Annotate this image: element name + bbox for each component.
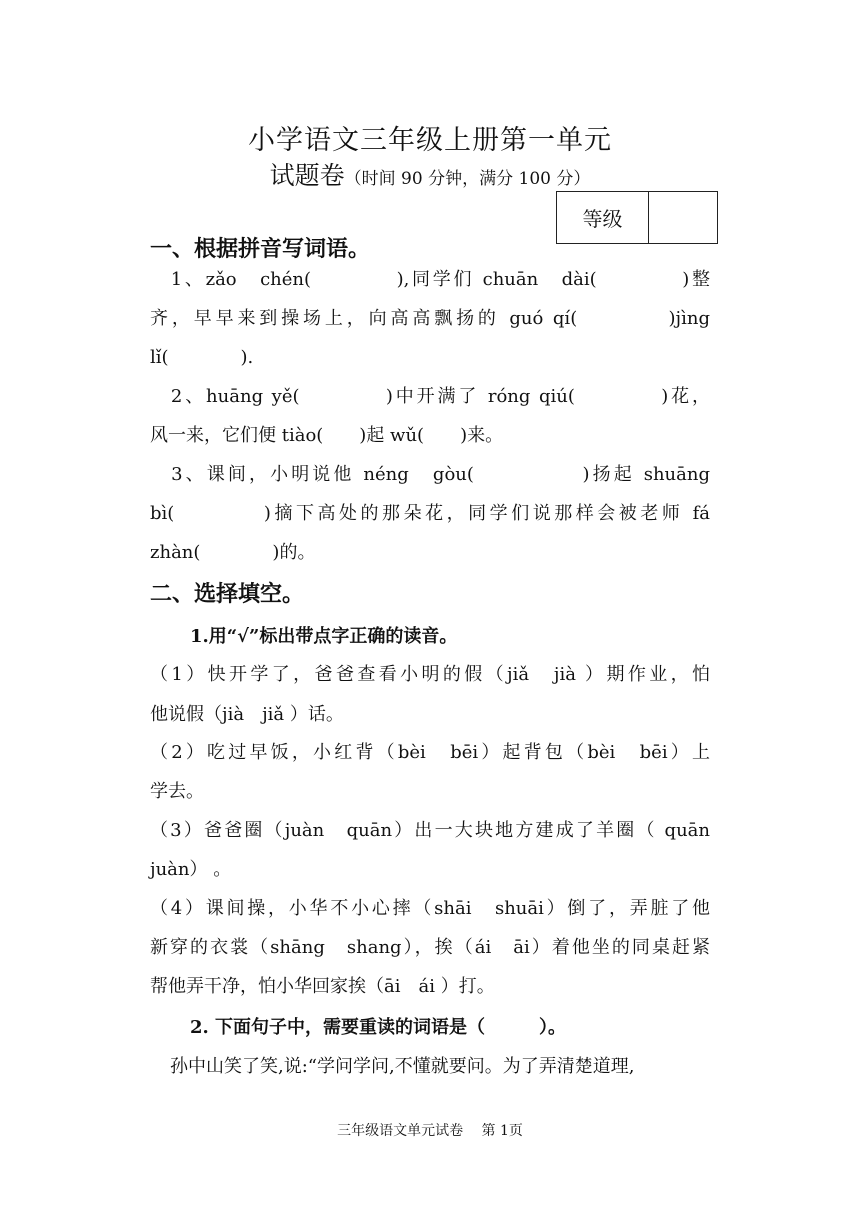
- section1-heading: 一、根据拼音写词语。: [150, 237, 371, 262]
- section1-line: 2、huāng yě( )中开满了 róng qiú( )花，: [150, 386, 710, 407]
- grade-box: [556, 191, 718, 244]
- question1-line: 学去。: [150, 781, 204, 802]
- section1-line: lǐ( ).: [150, 347, 254, 368]
- question1-line: juàn） 。: [150, 859, 232, 880]
- question2-line: 孙中山笑了笑,说:“学问学问,不懂就要问。为了弄清楚道理,: [170, 1056, 635, 1077]
- exam-time-score: （时间 90 分钟，满分 100 分）: [344, 169, 591, 189]
- exam-subtitle-main: 试题卷: [269, 161, 345, 190]
- section1-line: 风一来，它们便 tiào( )起 wǔ( )来。: [150, 425, 504, 446]
- exam-subtitle: [0, 156, 860, 192]
- grade-label: 等级: [557, 192, 649, 243]
- question1-line: 他说假（jià jiǎ ）话。: [150, 704, 344, 725]
- grade-value-cell[interactable]: [649, 192, 717, 243]
- question1-line: 帮他弄干净，怕小华回家挨（āi ái ）打。: [150, 976, 495, 997]
- question1-line: （2）吃过早饭，小红背（bèi bēi）起背包（bèi bēi）上: [150, 742, 710, 763]
- question1-line: （1）快开学了，爸爸查看小明的假（jiǎ jià ）期作业，怕: [150, 664, 710, 685]
- section1-line: 1、zǎo chén( ),同学们 chuān dài( )整: [150, 269, 710, 290]
- question1-line: （4）课间操，小华不小心摔（shāi shuāi）倒了，弄脏了他: [150, 898, 710, 919]
- section2-heading: 二、选择填空。: [150, 582, 305, 607]
- question1-title: 1.用“√”标出带点字正确的读音。: [190, 626, 458, 647]
- page-footer: 三年级语文单元试卷 第 1页: [337, 1123, 523, 1139]
- exam-title: 小学语文三年级上册第一单元: [248, 125, 612, 156]
- question2-title: 2. 下面句子中，需要重读的词语是（ ）。: [190, 1017, 567, 1038]
- section1-line: 齐，早早来到操场上，向高高飘扬的 guó qí( )jìng: [150, 308, 710, 329]
- section1-line: zhàn( )的。: [150, 542, 316, 563]
- section1-line: 3、课间，小明说他 néng gòu( )扬起 shuāng: [150, 464, 710, 485]
- question1-line: 新穿的衣裳（shāng shang），挨（ái āi）着他坐的同桌赶紧: [150, 937, 710, 958]
- section1-line: bì( )摘下高处的那朵花，同学们说那样会被老师 fá: [150, 503, 710, 524]
- question1-line: （3）爸爸圈（juàn quān）出一大块地方建成了羊圈（ quān: [150, 820, 710, 841]
